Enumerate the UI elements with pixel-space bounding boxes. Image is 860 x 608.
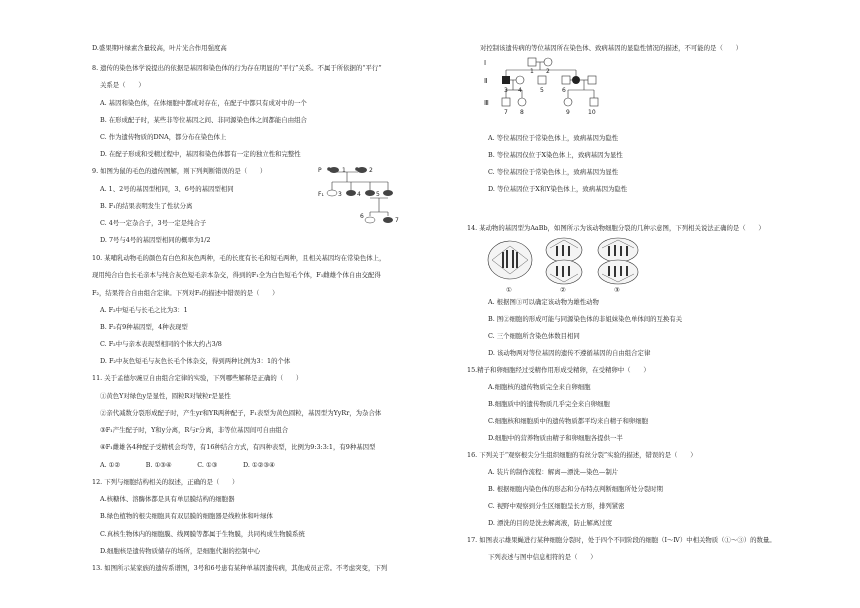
fig9-label-3: 3	[338, 191, 342, 198]
question-text-line: ①黄色Y对绿色y是显性，圆粒R对皱粒r是显性	[100, 392, 231, 400]
question-text-line: C.真核生物体内的细胞膜、线网膜等都属于生物膜，共同构成生物膜系统	[100, 530, 305, 538]
pedigree-num: 10	[588, 109, 596, 116]
fig9-label-1: 1	[342, 167, 346, 174]
pedigree-gen-1: Ⅰ	[484, 59, 487, 67]
pedigree-num: 3	[504, 87, 508, 94]
pedigree-num: 6	[562, 87, 566, 94]
question-text-line: 12. 下列与细胞结构相关的叙述，正确的是（ ）	[92, 478, 239, 486]
question-text-line: A. 装片的制作流程：解离—漂洗—染色—制片	[488, 468, 619, 476]
pedigree-gen-2: Ⅱ	[484, 77, 488, 85]
fig9-label-4: 4	[357, 191, 361, 198]
question-text-line: A. 基因和染色体，在体细胞中都成对存在，在配子中都只有成对中的一个	[100, 99, 307, 107]
question-text-line: 13. 如图所示某家族的遗传系谱图，3号和6号患有某种单基因遗传病，其他成员正常。不考虑突变，下列	[92, 564, 388, 572]
pedigree-num: 4	[518, 87, 522, 94]
question-text-line: C.细胞核和细胞质中的遗传物质都平均来自精子和卵细胞	[488, 417, 649, 425]
question-text-line: A. ①② B. ①③④ C. ①③ D. ①②③④	[100, 461, 275, 469]
cell-label: ②	[560, 286, 566, 294]
question-text-line: ③F₁产生配子时，Y和y分离，R与r分离，非等位基因间可自由组合	[100, 426, 289, 434]
question-text-line: C. 三个细胞所含染色体数目相同	[488, 332, 580, 340]
question-text-line: D. F₂中灰色短毛与灰色长毛个体杂交，得到两种比例为3：1的个体	[100, 357, 291, 365]
q9-mouse-inheritance-figure	[318, 160, 418, 230]
fig9-label-p: P	[318, 167, 322, 174]
question-text-line: B. F₁的结果表明发生了性状分离	[100, 202, 193, 210]
cell-label: ①	[506, 286, 512, 294]
question-text-line: D.盛果期叶绿素含量较高，叶片光合作用强度高	[92, 44, 227, 52]
question-text-line: ②亲代减数分裂形成配子时，产生yr和YR两种配子，F₁表型为黄色圆粒，基因型为YyRr，为杂合体	[100, 409, 382, 417]
question-text-line: B. 在形成配子时，某些非等位基因之间、非同源染色体之间都能自由组合	[100, 116, 307, 124]
question-text-line: D. 在配子形成和受精过程中，基因和染色体都有一定的独立性和完整性	[100, 150, 301, 158]
question-text-line: 8. 遗传的染色体学说提出的依据是基因和染色体的行为存在明显的“平行”关系。不属于所依据的“平行”	[92, 64, 382, 72]
fig9-label-f1: F₁	[318, 191, 324, 198]
question-text-line: A. 1、2号的基因型相同，3、6号的基因型相同	[100, 185, 234, 193]
question-text-line: 11. 关于孟德尔豌豆自由组合定律的实验，下列哪些解释是正确的（ ）	[92, 374, 303, 382]
fig9-label-6: 6	[360, 213, 364, 220]
question-text-line: C. 4号一定杂合子，3号一定是纯合子	[100, 219, 207, 227]
pedigree-num: 1	[530, 68, 534, 75]
question-text-line: 14. 某动物的基因型为AaBb，如图所示为该动物细胞分裂的几种示意图，下列相关说法正确的是（ ）	[467, 224, 765, 232]
question-text-line: C. 等位基因位于常染色体上，致病基因为显性	[488, 168, 619, 176]
question-text-line: 现用纯合白色长毛亲本与纯合灰色短毛亲本杂交，得到的F₁全为白色短毛个体，F₁雌雄个体自由交配得	[92, 271, 381, 279]
pedigree-num: 2	[546, 68, 550, 75]
fig9-label-2: 2	[369, 167, 373, 174]
question-text-line: F₂，结果符合自由组合定律。下列对F₂的描述中错误的是（ ）	[92, 289, 279, 297]
question-text-line: B. F₂有9种基因型，4种表现型	[100, 323, 188, 331]
fig9-label-7: 7	[395, 217, 399, 224]
question-text-line: A. 等位基因位于常染色体上，致病基因为隐性	[488, 134, 619, 142]
question-text-line: 15.精子和卵细胞经过受精作用形成受精卵，在受精卵中（ ）	[467, 366, 650, 374]
question-text-line: B.细胞质中的遗传物质几乎完全来自卵细胞	[488, 400, 610, 408]
question-text-line: 17. 如图表示雄果蝇进行某种细胞分裂时，处于四个不同阶段的细胞（Ⅰ～Ⅳ）中相关物质（①～③）的数量。	[467, 536, 776, 544]
fig9-label-5: 5	[376, 191, 380, 198]
question-text-line: B. 等位基因仅位于X染色体上，致病基因为显性	[488, 151, 623, 159]
question-text-line: D.细胞中的营养物质由精子和卵细胞各提供一半	[488, 434, 623, 442]
question-text-line: D. 等位基因位于X和Y染色体上，致病基因为隐性	[488, 185, 628, 193]
question-text-line: B. 根据细胞内染色体的形态和分布特点判断细胞所处分裂时期	[488, 485, 663, 493]
q13-pedigree-chart	[482, 54, 612, 126]
question-text-line: C. 作为遗传物质的DNA，都分布在染色体上	[100, 133, 227, 141]
question-text-line: 对控制该遗传病的等位基因所在染色体、致病基因的显隐性情况的描述，不可能的是（ ）	[480, 44, 743, 52]
question-text-line: A.核糖体、溶酶体都是具有单层膜结构的细胞器	[100, 495, 235, 503]
question-text-line: C. 视野中观察到分生区细胞呈长方形，排列紧密	[488, 502, 625, 510]
question-text-line: 9. 如图为鼠的毛色的遗传图解，则下列判断错误的是（ ）	[92, 167, 267, 175]
pedigree-num: 9	[566, 109, 570, 116]
question-text-line: 下列表述与图中信息相符的是（ ）	[488, 553, 597, 561]
question-text-line: C. F₂中与亲本表现型相同的个体大约占3/8	[100, 340, 222, 348]
question-text-line: 10. 某哺乳动物毛的颜色有白色和灰色两种，毛的长度有长毛和短毛两种，且相关基因均在常染色体上，	[92, 254, 386, 262]
question-text-line: D. 该动物两对等位基因的遗传不遵循基因的自由组合定律	[488, 349, 651, 357]
question-text-line: 16. 下列关于“观察根尖分生组织细胞的有丝分裂”实验的描述，错误的是（ ）	[467, 451, 697, 459]
question-text-line: ④F₁雌雄各4种配子受精机会均等，有16种结合方式，有四种表型，比例为9:3:3:1，有9种基因型	[100, 443, 376, 451]
pedigree-gen-3: Ⅲ	[484, 99, 489, 107]
question-text-line: 关系是（ ）	[100, 81, 145, 89]
question-text-line: A. 根据图③可以确定该动物为雄性动物	[488, 298, 599, 306]
q14-cell-division-figure	[484, 236, 654, 294]
question-text-line: B. 图②细胞的形成可能与同源染色体的非姐妹染色单体间的互换有关	[488, 315, 683, 323]
pedigree-num: 8	[520, 109, 524, 116]
pedigree-num: 5	[540, 87, 544, 94]
question-text-line: D. 7号与4号的基因型相同的概率为1/2	[100, 236, 211, 244]
pedigree-num: 7	[504, 109, 508, 116]
question-text-line: A. F₂中短毛与长毛之比为3：1	[100, 306, 188, 314]
cell-label: ③	[614, 286, 620, 294]
question-text-line: D. 漂洗的目的是洗去解离液，防止解离过度	[488, 519, 612, 527]
question-text-line: D.细胞核是遗传物质储存的场所，是细胞代谢的控制中心	[100, 547, 261, 555]
question-text-line: A.细胞核的遗传物质完全来自卵细胞	[488, 383, 591, 391]
question-text-line: B.绿色植物的根尖细胞具有双层膜的细胞器是线粒体和叶绿体	[100, 512, 273, 520]
